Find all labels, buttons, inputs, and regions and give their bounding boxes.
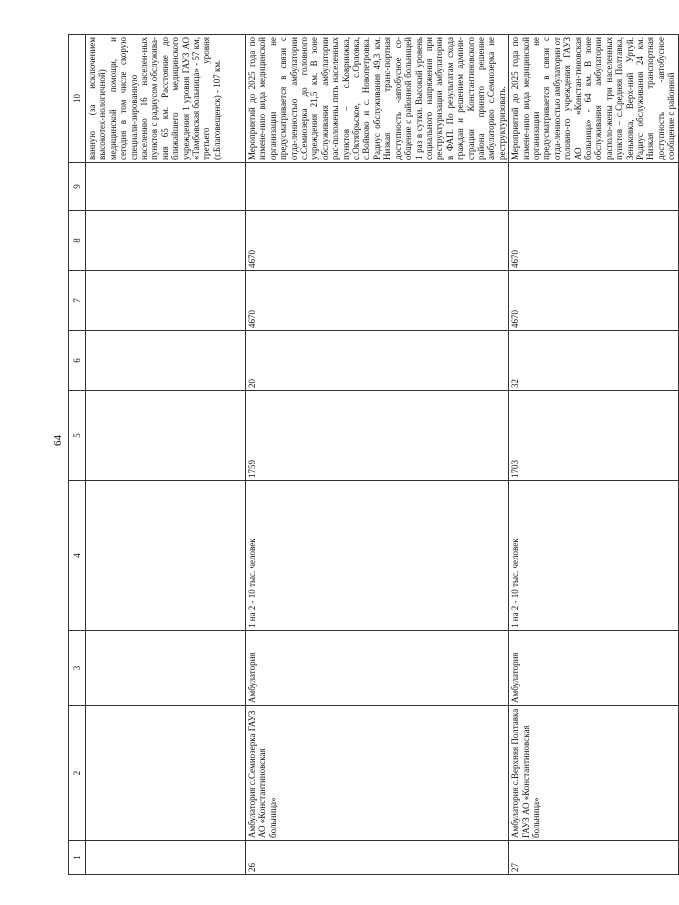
header-cell: 4: [69, 481, 86, 631]
header-cell: 9: [69, 163, 86, 211]
value-col6: 32: [509, 331, 679, 391]
facility-type: Амбулатория: [509, 631, 679, 706]
table-cell: [86, 631, 246, 706]
remarks: Мероприятий до 2025 года по измене-нию вида медицинской организации не предусматривается в связи с отда-ленностью амбулатории с.Семиозерка до головного учреждения 21,5 км. В зоне обслуживания амбулатории рас-положены пять населенных пунктов – с.Ковриижка, с.Октябрьское, с.Орловка, с.Войково и с. Новопетровка. Радиус обслуживания 49,3 км. Низкая транс-портная доступность -автобусное со-общение с районной больницей 1 раз в сутки. Высокий уровень социального напряжения при реструктуризации амбулатории в ФАП. По результатам схода граждан и решением админи-страции Константиновского района принято решение амбулаторию с.Семиозерка не реструктуризовать.: [246, 35, 509, 163]
facility-name: Амбулатория с.Верхняя Полтавка ГАУЗ АО «Константиновская больница»: [509, 706, 679, 841]
continuation-row: [86, 35, 246, 875]
value-col8: 4670: [509, 211, 679, 271]
header-cell: 5: [69, 391, 86, 481]
table-cell: [86, 331, 246, 391]
value-col7: 4670: [509, 271, 679, 331]
header-cell: 8: [69, 211, 86, 271]
header-cell: 10: [69, 35, 86, 163]
value-col9: [246, 163, 509, 211]
page-number: 64: [52, 435, 64, 446]
row-number: 26: [246, 841, 509, 875]
header-cell: 7: [69, 271, 86, 331]
table-cell: [86, 706, 246, 841]
norm: 1 на 2 - 10 тыс. человек: [509, 481, 679, 631]
table-cell: [86, 391, 246, 481]
data-table: [68, 34, 679, 875]
continuation-text: ванную (за исключением высокотех-нологичной) медицинской помощи, и сегодня в том числе скорую специали-зированную населению 16 населен-ных пунктов с радиусом обслужива-ния 65 км. Расстояние до ближайшего медицинского учреждения 1 уровня ГАУЗ АО «Тамбовская больница» - 57 км, третьего уровня (г.Благовещенск) - 107 км.: [86, 35, 246, 163]
value-col7: 4670: [246, 271, 509, 331]
header-cell: 1: [69, 841, 86, 875]
table-cell: [86, 481, 246, 631]
table-cell: [86, 163, 246, 211]
header-cell: 2: [69, 706, 86, 841]
population: 1759: [246, 391, 509, 481]
table-row: [509, 35, 679, 875]
population: 1703: [509, 391, 679, 481]
value-col6: 20: [246, 331, 509, 391]
remarks: Мероприятий до 2025 года по измене-нию вида медицинской организации не предусматривается в связи с отда-ленностью амбулатории от головно-го учреждения ГАУЗ АО «Констан-тиновская больница» - 64 км. В зоне обслуживания амбулатории располо-жены три населенных пунктов – с.Средняя Полтавка, Зеньковка, Верх-ний Уртуй. Радиус обслуживания 24 км. Низкая транспортная доступность -автобусное сообщение с районной: [509, 35, 679, 163]
header-cell: 6: [69, 331, 86, 391]
facility-type: Амбулатория: [246, 631, 509, 706]
rotated-table-container: [68, 35, 677, 875]
value-col8: 4670: [246, 211, 509, 271]
table-cell: [86, 271, 246, 331]
table-cell: [86, 211, 246, 271]
row-number: 27: [509, 841, 679, 875]
header-cell: 3: [69, 631, 86, 706]
table-row: [246, 35, 509, 875]
header-row: [69, 35, 86, 875]
facility-name: Амбулатория с.Семиозерка ГАУЗ АО «Константиновская больница»: [246, 706, 509, 841]
value-col9: [509, 163, 679, 211]
table-cell: [86, 841, 246, 875]
norm: 1 на 2 - 10 тыс. человек: [246, 481, 509, 631]
